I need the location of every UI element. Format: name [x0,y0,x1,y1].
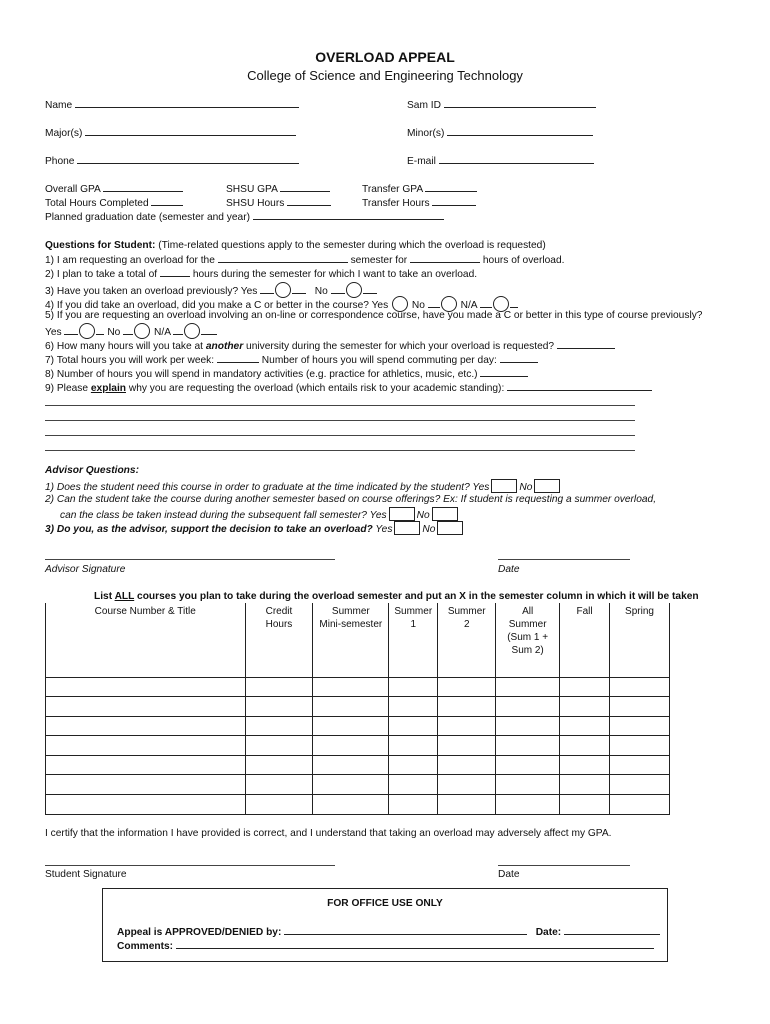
name-field[interactable] [45,99,299,112]
aq1-yes-box[interactable] [491,479,517,493]
column-header-summer-1: Summer 1 [389,603,438,677]
shsu-gpa-field[interactable] [226,183,330,196]
phone-field[interactable] [45,155,299,168]
q5-yes-radio[interactable] [79,323,95,339]
q5-na-radio[interactable] [184,323,200,339]
table-cell-summer-mini[interactable] [313,697,389,717]
courses-table [45,603,670,815]
table-cell-course-title[interactable] [46,716,246,736]
table-cell-summer-1[interactable] [389,677,438,697]
table-cell-course-title[interactable] [46,755,246,775]
table-cell-summer-2[interactable] [438,716,496,736]
explanation-line-3[interactable] [45,435,635,436]
q4-no-label: No [411,300,425,311]
table-row [46,795,670,815]
office-date-label: Date: [535,927,562,938]
q3-no-label: No [314,286,328,297]
q9-text-b: why you are requesting the overload (which entails risk to your academic standing): [128,383,505,394]
transfer-gpa-field[interactable] [362,183,477,196]
column-header-spring: Spring [610,603,670,677]
advisor-question-1[interactable] [45,479,562,494]
courses-instruction-b: ALL [114,591,135,602]
table-cell-all-summer[interactable] [496,716,560,736]
transfer-gpa-label: Transfer GPA [362,184,423,195]
q6-text-a: 6) How many hours will you take at [45,341,203,352]
shsu-hours-label: SHSU Hours [226,198,285,209]
table-cell-all-summer[interactable] [496,795,560,815]
table-row [46,697,670,717]
aq1-text: 1) Does the student need this course in order to graduate at the time indicated by the student? Yes [45,482,490,493]
q3-text: 3) Have you taken an overload previously? Yes [45,286,258,297]
transfer-hours-field[interactable] [362,197,476,210]
table-cell-course-title[interactable] [46,697,246,717]
explanation-line-4[interactable] [45,450,635,451]
question-5: 5) If you are requesting an overload involving an on-line or correspondence course, have you made a C or better in this type of course previously? [45,310,703,321]
aq3-yes-box[interactable] [394,521,420,535]
table-cell-summer-mini[interactable] [313,677,389,697]
advisor-question-2: 2) Can the student take the course during another semester based on course offerings? Ex: If student is requesting a summer overload, [45,494,657,505]
email-label: E-mail [407,156,436,167]
q2-text-b: hours during the semester for which I want to take an overload. [192,269,478,280]
table-cell-credit-hours[interactable] [245,677,313,697]
shsu-gpa-label: SHSU GPA [226,184,278,195]
q8-text: 8) Number of hours you will spend in mandatory activities (e.g. practice for athletics, music, etc.) [45,369,478,380]
table-cell-summer-2[interactable] [438,736,496,756]
q5-no-radio[interactable] [134,323,150,339]
question-9[interactable] [45,382,652,395]
q4-na-label: N/A [460,300,478,311]
total-hours-field[interactable] [45,197,183,210]
aq3-no-box[interactable] [437,521,463,535]
advisor-question-3[interactable] [45,521,465,536]
table-cell-course-title[interactable] [46,775,246,795]
q7-text-b: Number of hours you will spend commuting per day: [261,355,497,366]
transfer-hours-label: Transfer Hours [362,198,430,209]
aq2-yes-box[interactable] [389,507,415,521]
table-cell-summer-1[interactable] [389,697,438,717]
sam-id-field[interactable] [407,99,596,112]
table-cell-summer-mini[interactable] [313,755,389,775]
q9-emphasis: explain [90,383,126,394]
phone-label: Phone [45,156,75,167]
column-header-credit-hours: Credit Hours [245,603,313,677]
aq3-yes-label: Yes [375,524,393,535]
table-row [46,775,670,795]
table-cell-course-title[interactable] [46,795,246,815]
q1-text-b: semester for [350,255,408,266]
minors-field[interactable] [407,127,593,140]
table-cell-summer-mini[interactable] [313,736,389,756]
table-cell-all-summer[interactable] [496,697,560,717]
column-header-course-title: Course Number & Title [46,603,246,677]
aq3-text: 3) Do you, as the advisor, support the decision to take an overload? [45,524,373,535]
table-cell-summer-1[interactable] [389,795,438,815]
student-signature-label: Student Signature [45,869,127,880]
aq2-no-box[interactable] [432,507,458,521]
column-header-all-summer: All Summer (Sum 1 + Sum 2) [496,603,560,677]
sam-id-label: Sam ID [407,100,441,111]
column-header-summer-2: Summer 2 [438,603,496,677]
total-hours-label: Total Hours Completed [45,198,149,209]
question-6[interactable] [45,340,615,353]
name-label: Name [45,100,73,111]
student-questions-heading [45,240,546,252]
advisor-signature-line[interactable] [45,550,335,560]
email-field[interactable] [407,155,594,168]
table-cell-credit-hours[interactable] [245,736,313,756]
aq2-no-label: No [416,510,430,521]
table-cell-fall[interactable] [560,755,610,775]
table-cell-spring[interactable] [610,697,670,717]
table-cell-credit-hours[interactable] [245,775,313,795]
explanation-line-1[interactable] [45,405,635,406]
table-cell-spring[interactable] [610,755,670,775]
table-cell-spring[interactable] [610,775,670,795]
page-subtitle: College of Science and Engineering Technology [247,68,523,83]
q6-emphasis: another [205,341,244,352]
table-cell-spring[interactable] [610,795,670,815]
table-cell-summer-mini[interactable] [313,716,389,736]
q5-yes-label: Yes [45,327,62,338]
question-7[interactable] [45,354,538,367]
courses-instruction [94,591,699,603]
advisor-signature-label: Advisor Signature [45,564,126,575]
question-5-answers[interactable] [45,323,217,339]
table-cell-spring[interactable] [610,716,670,736]
explanation-line-2[interactable] [45,420,635,421]
student-signature-line[interactable] [45,856,335,866]
courses-instruction-c: courses you plan to take during the overload semester and put an X in the semester column in which it will be taken [137,591,699,602]
advisor-question-2b[interactable] [60,507,460,522]
advisor-date-line[interactable] [498,550,630,560]
office-use-title: FOR OFFICE USE ONLY [327,898,443,909]
approval-field[interactable] [117,926,660,939]
aq3-no-label: No [422,524,436,535]
grad-date-field[interactable] [45,211,444,224]
student-date-line[interactable] [498,856,630,866]
grad-date-label: Planned graduation date (semester and year) [45,212,251,223]
table-cell-fall[interactable] [560,795,610,815]
table-cell-fall[interactable] [560,677,610,697]
table-cell-credit-hours[interactable] [245,716,313,736]
q9-text-a: 9) Please [45,383,89,394]
table-cell-course-title[interactable] [46,736,246,756]
table-cell-fall[interactable] [560,736,610,756]
table-cell-credit-hours[interactable] [245,795,313,815]
overall-gpa-label: Overall GPA [45,184,101,195]
table-cell-summer-2[interactable] [438,795,496,815]
courses-header-row [46,603,670,677]
comments-field[interactable] [117,940,654,953]
table-cell-credit-hours[interactable] [245,697,313,717]
approval-label: Appeal is APPROVED/DENIED by: [117,927,282,938]
table-row [46,716,670,736]
q5-no-label: No [107,327,121,338]
advisor-date-label: Date [498,564,520,575]
question-2[interactable] [45,268,477,281]
q6-text-b: university during the semester for which your overload is requested? [246,341,555,352]
table-cell-summer-1[interactable] [389,755,438,775]
overall-gpa-field[interactable] [45,183,183,196]
table-cell-fall[interactable] [560,775,610,795]
aq2-text: can the class be taken instead during the subsequent fall semester? Yes [60,510,387,521]
certify-statement: I certify that the information I have provided is correct, and I understand that taking an overload may adversely affect my GPA. [45,828,612,839]
table-cell-spring[interactable] [610,677,670,697]
student-questions-title: Questions for Student: [45,240,156,251]
table-cell-fall[interactable] [560,716,610,736]
comments-label: Comments: [117,941,174,952]
question-1[interactable] [45,254,564,267]
minors-label: Minor(s) [407,128,445,139]
table-cell-course-title[interactable] [46,677,246,697]
advisor-questions-heading: Advisor Questions: [45,465,139,476]
table-cell-spring[interactable] [610,736,670,756]
table-cell-summer-2[interactable] [438,755,496,775]
majors-field[interactable] [45,127,296,140]
table-cell-credit-hours[interactable] [245,755,313,775]
page-title: OVERLOAD APPEAL [315,49,455,65]
q1-text-a: 1) I am requesting an overload for the [45,255,215,266]
table-cell-summer-mini[interactable] [313,795,389,815]
table-cell-all-summer[interactable] [496,736,560,756]
table-cell-summer-2[interactable] [438,775,496,795]
table-cell-fall[interactable] [560,697,610,717]
shsu-hours-field[interactable] [226,197,331,210]
student-questions-note: (Time-related questions apply to the semester during which the overload is requested) [158,240,546,251]
courses-instruction-a: List [94,591,113,602]
q7-text-a: 7) Total hours you will work per week: [45,355,215,366]
table-cell-summer-1[interactable] [389,775,438,795]
q4-text: 4) If you did take an overload, did you make a C or better in the course? Yes [45,300,389,311]
table-row [46,736,670,756]
table-cell-summer-mini[interactable] [313,775,389,795]
table-cell-summer-2[interactable] [438,697,496,717]
table-cell-all-summer[interactable] [496,677,560,697]
aq1-no-label: No [519,482,533,493]
table-cell-all-summer[interactable] [496,775,560,795]
question-8[interactable] [45,368,528,381]
table-row [46,677,670,697]
q5-na-label: N/A [154,327,171,338]
column-header-fall: Fall [560,603,610,677]
table-cell-summer-1[interactable] [389,736,438,756]
table-cell-summer-1[interactable] [389,716,438,736]
q2-text-a: 2) I plan to take a total of [45,269,158,280]
office-use-box [102,888,668,962]
q1-text-c: hours of overload. [482,255,565,266]
majors-label: Major(s) [45,128,83,139]
aq1-no-box[interactable] [534,479,560,493]
table-cell-all-summer[interactable] [496,755,560,775]
table-cell-summer-2[interactable] [438,677,496,697]
student-date-label: Date [498,869,520,880]
column-header-summer-mini: Summer Mini-semester [313,603,389,677]
table-row [46,755,670,775]
